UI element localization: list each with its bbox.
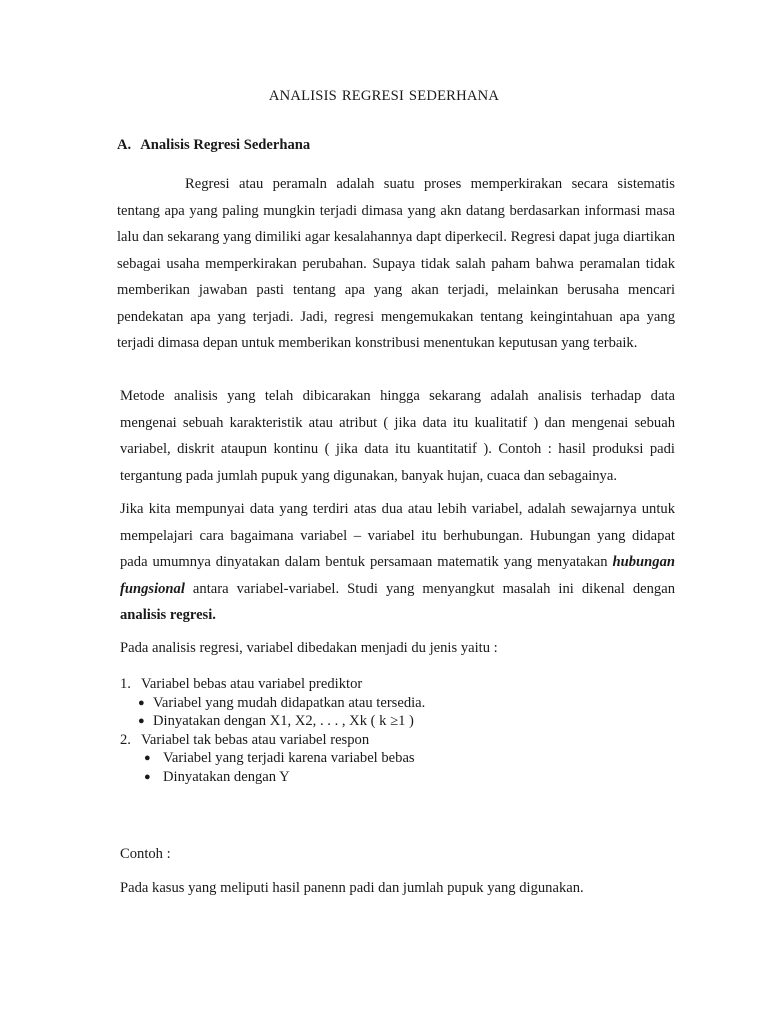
list-item-label: Variabel bebas atau variabel prediktor (141, 676, 363, 692)
bold-analisis-regresi: analisis regresi. (120, 607, 216, 623)
bullet-item (117, 712, 677, 731)
paragraph-metode-analisis: Metode analisis yang telah dibicarakan hingga sekarang adalah analisis terhadap data mengenai sebuah karakteristik atau atribut ( jika data itu kualitatif ) dan mengenai sebuah variabel, diskrit ataupun kontinu ( jika data itu kuantitatif ). Contoh : hasil produksi padi tergantung pada jumlah pupuk yang digunakan, banyak hujan, cuaca dan sebagainya. (120, 388, 675, 484)
section-heading-text: Analisis Regresi Sederhana (140, 137, 311, 153)
contoh-label: Contoh : (120, 846, 171, 862)
list-number: 1. (120, 676, 131, 692)
list-item (117, 731, 677, 750)
variable-type-list (117, 675, 677, 786)
paragraph-text-part: Jika kita mempunyai data yang terdiri atas dua atau lebih variabel, adalah sewajarnya untuk mempelajari cara bagaimana variabel – variabel itu berhubungan. Hubungan yang didapat pada umumnya dinyatakan dalam bentuk persamaan matematik yang menyatakan (120, 501, 675, 570)
bullet-item (117, 768, 677, 787)
bullet-text: Dinyatakan dengan X1, X2, . . . , Xk ( k ≥1 ) (153, 713, 414, 729)
paragraph-regresi-definition: Regresi atau peramaln adalah suatu proses memperkirakan secara sistematis tentang apa yang paling mungkin terjadi dimasa yang akn datang berdasarkan informasi masa lalu dan sekarang yang dimiliki agar kesalahannya dapt diperkecil. Regresi dapat juga diartikan sebagai usaha memperkirakan perubahan. Supaya tidak salah paham bahwa peramalan tidak memberikan jawaban pasti tentang apa yang akan terjadi, melainkan berusaha mencari pendekatan apa yang terjadi. Jadi, regresi mengemukakan tentang keingintahuan apa yang terjadi dimasa depan untuk memberikan konstribusi menentukan keputusan yang terbaik. (117, 176, 675, 351)
bullet-icon: ● (138, 715, 145, 727)
bullet-text: Variabel yang terjadi karena variabel bebas (163, 750, 415, 766)
list-item-label: Variabel tak bebas atau variabel respon (141, 731, 370, 748)
paragraph-hubungan-variabel (120, 496, 675, 629)
page-title: ANALISIS REGRESI SEDERHANA (268, 88, 500, 104)
emphasis-hubungan-fungsional: hubungan fungsional (120, 554, 675, 597)
bullet-icon: ● (144, 770, 151, 783)
paragraph-jenis-variabel: Pada analisis regresi, variabel dibedakan menjadi du jenis yaitu : (120, 640, 498, 656)
paragraph-text-part: antara variabel-variabel. Studi yang menyangkut masalah ini dikenal dengan (184, 580, 675, 597)
bullet-item (117, 749, 677, 768)
section-number: A. (117, 137, 132, 153)
bullet-icon: ● (138, 696, 145, 709)
section-heading (117, 137, 310, 154)
bullet-text: Variabel yang mudah didapatkan atau tersedia. (153, 694, 426, 711)
bullet-text: Dinyatakan dengan Y (163, 768, 290, 785)
list-number: 2. (120, 731, 131, 748)
bullet-item (117, 694, 677, 713)
bullet-icon: ● (144, 752, 151, 764)
list-item (117, 675, 677, 694)
paragraph-contoh-kasus: Pada kasus yang meliputi hasil panenn padi dan jumlah pupuk yang digunakan. (120, 880, 584, 896)
